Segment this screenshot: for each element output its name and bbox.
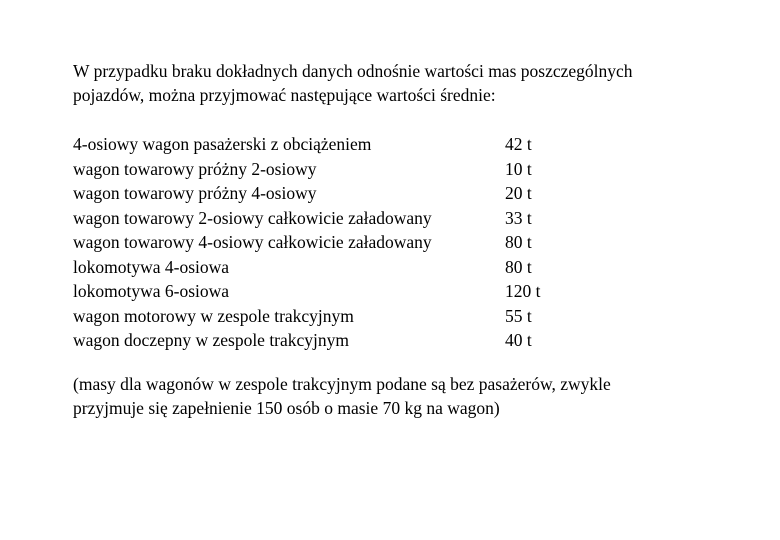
vehicle-mass: 40 t xyxy=(505,330,532,350)
vehicle-mass: 55 t xyxy=(505,305,532,326)
vehicle-mass: 120 t xyxy=(505,281,541,301)
table-row xyxy=(73,328,585,353)
table-row xyxy=(73,279,585,304)
vehicle-name: wagon towarowy próżny 4-osiowy xyxy=(73,183,317,203)
footnote-line: (masy dla wagonów w zespole trakcyjnym podane są bez pasażerów, zwykle xyxy=(73,374,611,394)
vehicle-mass: 10 t xyxy=(505,158,532,179)
intro-line: pojazdów, można przyjmować następujące wartości średnie: xyxy=(73,85,496,105)
vehicle-name: wagon motorowy w zespole trakcyjnym xyxy=(73,305,354,326)
vehicle-name: wagon towarowy 2-osiowy całkowicie załadowany xyxy=(73,207,432,228)
vehicle-mass: 42 t xyxy=(505,134,532,154)
table-row xyxy=(73,206,585,231)
vehicle-mass: 80 t xyxy=(505,256,532,277)
table-row xyxy=(73,255,585,280)
vehicle-mass: 20 t xyxy=(505,183,532,203)
footnote-line: przyjmuje się zapełnienie 150 osób o masie 70 kg na wagon) xyxy=(73,398,500,418)
table-row xyxy=(73,157,585,182)
table-row xyxy=(73,181,585,206)
vehicle-name: wagon towarowy próżny 2-osiowy xyxy=(73,158,317,179)
vehicle-name: wagon doczepny w zespole trakcyjnym xyxy=(73,330,350,350)
intro-line: W przypadku braku dokładnych danych odnośnie wartości mas poszczególnych xyxy=(73,61,633,81)
vehicle-name: lokomotywa 6-osiowa xyxy=(73,281,230,301)
footnote-paragraph xyxy=(73,372,753,420)
vehicle-name: wagon towarowy 4-osiowy całkowicie załadowany xyxy=(73,232,432,252)
table-row xyxy=(73,230,585,255)
vehicle-name: lokomotywa 4-osiowa xyxy=(73,256,230,277)
table-row xyxy=(73,132,585,157)
vehicle-mass-table xyxy=(73,132,585,353)
vehicle-mass: 80 t xyxy=(505,232,532,252)
vehicle-name: 4-osiowy wagon pasażerski z obciążeniem xyxy=(73,134,372,154)
table-row xyxy=(73,304,585,329)
intro-paragraph xyxy=(73,59,753,107)
vehicle-mass: 33 t xyxy=(505,207,532,228)
